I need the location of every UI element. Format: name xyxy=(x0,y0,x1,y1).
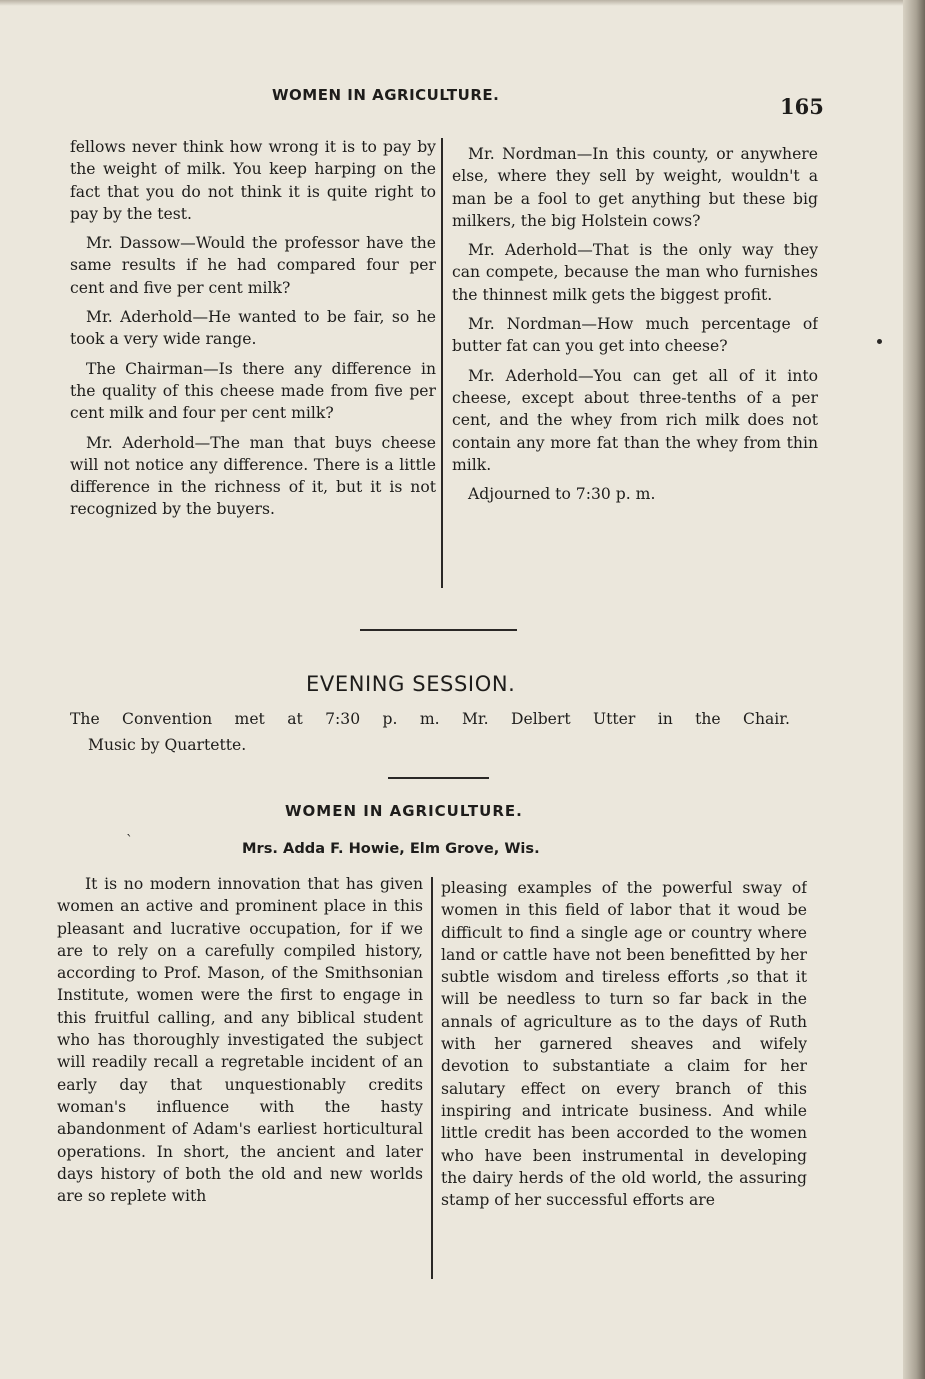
paragraph: Mr. Nordman—How much percentage of butter fat can you get into cheese? xyxy=(452,315,818,356)
running-head: WOMEN IN AGRICULTURE. xyxy=(272,86,500,104)
adjournment-note: Adjourned to 7:30 p. m. xyxy=(468,485,656,504)
paragraph: Mr. Aderhold—The man that buys cheese will not notice any difference. There is a little difference in the richness of it, but it is not recognized by the buyers. xyxy=(70,433,436,519)
article-title: WOMEN IN AGRICULTURE. xyxy=(285,802,523,820)
section-divider xyxy=(360,629,517,631)
paragraph: Mr. Aderhold—He wanted to be fair, so he took a very wide range. xyxy=(70,308,436,349)
paragraph: It is no modern innovation that has given women an active and prominent place in this pleasant and lucrative occupation, for if we are to rely on a carefully compiled history, according to Prof. Mason, of the Smithsonian Institute, women were the first to engage in this fruitful calling, and any biblical student who has thoroughly investigated the subject will readily recall a regretable incident of an early day that unquestionably credits woman's influence with the hasty abandonment of Adam's earliest horticultural operations. In short, the ancient and later days history of both the old and new worlds are so replete with xyxy=(57,875,423,1206)
section-divider xyxy=(388,777,489,779)
session-music-line: Music by Quartette. xyxy=(88,736,247,754)
ink-speck xyxy=(877,339,882,344)
paragraph: The Chairman—Is there any difference in the quality of this cheese made from five per cent milk and four per cent milk? xyxy=(70,359,436,423)
article-byline: Mrs. Adda F. Howie, Elm Grove, Wis. xyxy=(242,840,540,857)
paragraph: Mr. Aderhold—You can get all of it into cheese, except about three-tenths of a per cent, and the whey from rich milk does not contain any more fat than the whey from thin milk. xyxy=(452,366,818,474)
article-right-column xyxy=(441,877,807,1287)
paragraph: pleasing examples of the powerful sway of women in this field of labor that it woud be difficult to find a single age or country where land or cattle have not been benefitted by her subtle wisdom and tireless efforts ,so that it will be needless to turn so far back in the annals of agriculture as to the days of Ruth with her garnered sheaves and wifely devotion to substantiate a claim for her salutary effect on every branch of this inspiring and intricate business. And while little credit has been accorded to the women who have been instrumental in developing the dairy herds of the old world, the assuring stamp of her successful efforts are xyxy=(441,879,807,1210)
paragraph: fellows never think how wrong it is to pay by the weight of milk. You keep harping on the fact that you do not think it is quite right to pay by the test. xyxy=(70,138,436,223)
paragraph: Mr. Aderhold—That is the only way they can compete, because the man who furnishes the thinnest milk gets the biggest profit. xyxy=(452,241,818,304)
session-intro-line: The Convention met at 7:30 p. m. Mr. Delbert Utter in the Chair. xyxy=(70,710,790,728)
discussion-left-column xyxy=(70,136,436,586)
column-divider xyxy=(441,138,443,588)
section-heading: EVENING SESSION. xyxy=(306,672,516,696)
ink-mark: ˋ xyxy=(126,833,133,849)
column-divider xyxy=(431,877,433,1279)
binding-edge xyxy=(903,0,925,1379)
paragraph: Mr. Dassow—Would the professor have the same results if he had compared four per cent and five per cent milk? xyxy=(70,234,436,297)
paragraph: Mr. Nordman—In this county, or anywhere else, where they sell by weight, wouldn't a man be a fool to get anything but these big milkers, the big Holstein cows? xyxy=(452,145,818,230)
page-top-shadow xyxy=(0,0,925,6)
article-left-column xyxy=(57,873,423,1283)
discussion-right-column xyxy=(452,143,818,593)
page-number: 165 xyxy=(780,94,824,119)
